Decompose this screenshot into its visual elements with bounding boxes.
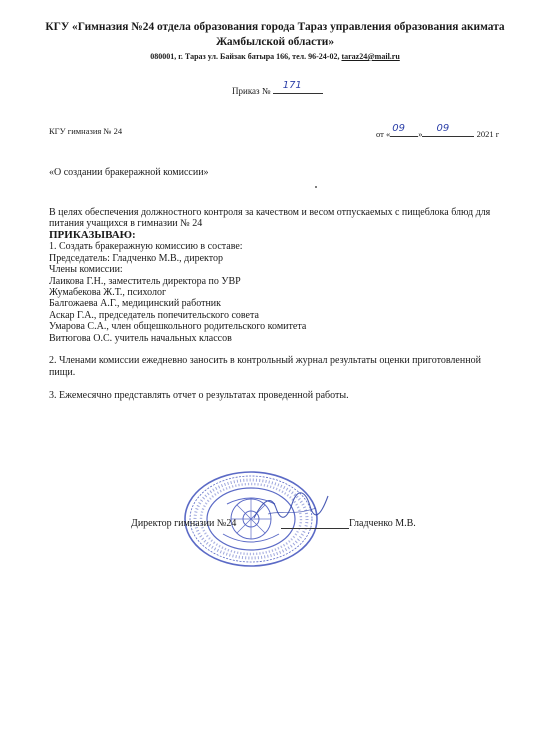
order-label: Приказ № [232,86,271,96]
member-line: Жумабекова Ж.Т., психолог [49,287,167,299]
date-year: 2021 г [476,129,500,139]
member-line: Лаикова Г.Н., заместитель директора по УВР [49,275,241,287]
date-day-handwritten: 09 [392,123,405,134]
member-line: Балгожаева А.Г., медицинский работник [49,298,222,310]
scan-speck [315,186,317,188]
command-heading: ПРИКАЗЫВАЮ: [49,228,136,241]
date-month-blank [422,123,474,137]
signature-line [281,528,349,529]
member-line: Аскар Г.А., председатель попечительского совета [49,309,259,321]
member-line: Витюгова О.С. учитель начальных классов [49,332,232,344]
order-number-blank [273,80,323,94]
spacer [49,378,509,389]
date-prefix: от « [376,129,391,139]
order-number-handwritten: 171 [282,80,302,91]
order-date [376,123,500,140]
members-label: Члены комиссии: [49,264,123,276]
order-subject: «О создании бракеражной комиссии» [49,167,209,178]
chairman-line: Председатель: Гладченко М.В., директор [49,252,224,264]
header-email-link[interactable]: taraz24@mail.ru [341,52,400,61]
spacer [49,344,509,355]
header-contacts [40,52,510,62]
header-address: 080001, г. Тараз ул. Байзак батыра 166, тел. 96-24-02, [150,52,340,61]
header-title: КГУ «Гимназия №24 отдела образования города Тараз управления образования акимата Жамбылской области» [45,21,505,48]
date-month-handwritten: 09 [436,123,450,134]
item-1: 1. Создать бракеражную комиссию в составе: [49,241,243,253]
item-3: 3. Ежемесячно представлять отчет о результатах проведенной работы. [49,389,349,401]
signature-block [131,518,431,530]
order-body [49,207,509,401]
date-sep: » [418,129,423,139]
order-number-line [232,80,323,97]
member-line: Умарова С.А., член общешкольного родительского комитета [49,321,307,333]
org-short-name: КГУ гимназия № 24 [49,126,123,136]
date-day-blank [390,123,418,137]
item-2: 2. Членами комиссии ежедневно заносить в контрольный журнал результаты оценки приготовленной пищи. [49,355,481,378]
intro-paragraph: В целях обеспечения должностного контроля за качеством и весом отпускаемых с пищеблока блюд для питания учащихся в гимназии № 24 [49,207,491,230]
signatory-name: Гладченко М.В. [349,518,416,529]
signatory-position: Директор гимназии №24 [131,518,237,529]
